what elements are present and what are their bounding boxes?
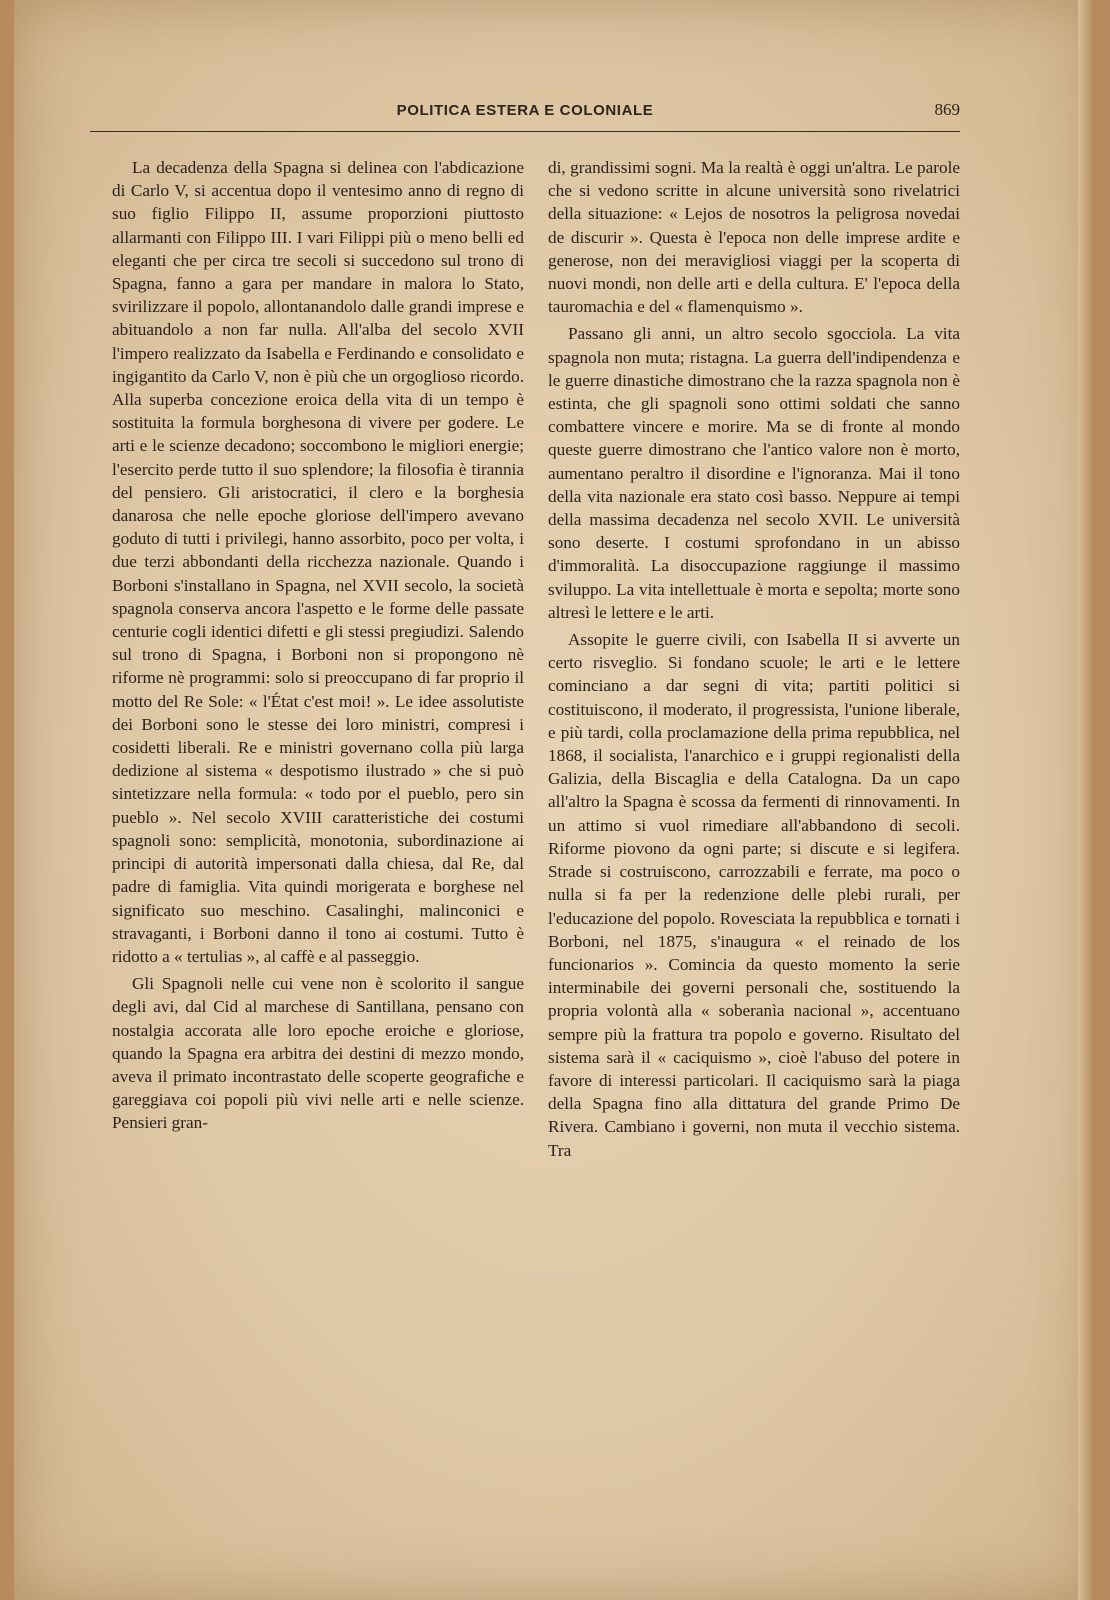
right-column (548, 156, 960, 1162)
paragraph: Gli Spagnoli nelle cui vene non è scolorito il sangue degli avi, dal Cid al marchese di Santillana, pensano con nostalgia accorata alle loro epoche eroiche e gloriose, quando la Spagna era arbitra dei destini di mezzo mondo, aveva il primato incontrastato delle scoperte geografiche e gareggiava coi popoli più vivi nelle arti e nelle scienze. Pensieri gran- (112, 974, 524, 1133)
running-title: POLITICA ESTERA E COLONIALE (396, 102, 654, 119)
header-rule (90, 131, 960, 132)
paragraph: Assopite le guerre civili, con Isabella II si avverte un certo risveglio. Si fondano scuole; le arti e le lettere cominciano a dar segni di vita; partiti politici si costituiscono, il moderato, il progressista, l'unione liberale, e più tardi, colla proclamazione della prima repubblica, nel 1868, il socialista, l'anarchico e i gruppi regionalisti della Galizia, della Biscaglia e della Catalogna. Da un capo all'altro la Spagna è scossa da fermenti di rinnovamenti. In un attimo si vuol rimediare all'abbandono di secoli. Riforme piovono da ogni parte; si discute e si legifera. Strade si costruiscono, carrozzabili e ferrate, ma poco o nulla si fa per la redenzione delle plebi rurali, per l'educazione del popolo. Rovesciata la repubblica e tornati i Borboni, nel 1875, s'inaugura « el reinado de los funcionarios ». Comincia da questo momento la serie interminabile dei governi personali che, sostituendo la propria volontà alla « soberanìa nacional », accentuano sempre più la frattura tra popolo e governo. Risultato del sistema sarà il « caciquismo », cioè l'abuso del potere in favore di interessi particolari. Il caciquismo sarà la piaga della Spagna fino alla dittatura del grande Primo De Rivera. Cambiano i governi, non muta il vecchio sistema. Tra (548, 630, 960, 1160)
left-column (112, 156, 524, 1135)
page-number: 869 (934, 100, 960, 119)
paragraph: Passano gli anni, un altro secolo sgocciola. La vita spagnola non muta; ristagna. La guerra dell'indipendenza e le guerre dinastiche dimostrano che la razza spagnola non è estinta, che gli spagnoli sono ottimi soldati che sanno combattere vincere e morire. Ma se di fronte al mondo queste guerre dimostrano che l'antico valore non è morto, aumentano peraltro il disordine e l'ignoranza. Mai il tono della vita nazionale era stato così basso. Neppure ai tempi della massima decadenza nel secolo XVII. Le università sono deserte. I costumi sprofondano in un abisso d'immoralità. La disoccupazione raggiunge il massimo sviluppo. La vita intellettuale è morta e sepolta; morte sono altresì le lettere e le arti. (548, 324, 960, 622)
paragraph: di, grandissimi sogni. Ma la realtà è oggi un'altra. Le parole che si vedono scritte in alcune università sono rivelatrici della situazione: « Lejos de nosotros la peligrosa novedai de discurir ». Questa è l'epoca non delle imprese ardite e generose, non dei meravigliosi viaggi per la scoperta di nuovi mondi, non delle arti e della cultura. E' l'epoca della tauromachia e del « flamenquismo ». (548, 158, 960, 317)
page-header (90, 96, 960, 126)
paragraph: La decadenza della Spagna si delinea con l'abdicazione di Carlo V, si accentua dopo il ventesimo anno di regno di suo figlio Filippo II, assume proporzioni piuttosto allarmanti con Filippo III. I vari Filippi più o meno belli ed eleganti che per circa tre secoli si succedono sul trono di Spagna, fanno a gara per mandare in malora lo Stato, svirilizzare il popolo, allontanandolo dalle grandi imprese e abituandolo a non far nulla. All'alba del secolo XVII l'impero realizzato da Isabella e Ferdinando e consolidato e ingigantito da Carlo V, non è più che un orgoglioso ricordo. Alla superba concezione eroica della vita di un tempo è sostituita la formula borghesona di vivere per godere. Le arti e le scienze decadono; soccombono le migliori energie; l'esercito perde tutto il suo splendore; la filosofia è tirannia del pensiero. Gli aristocratici, il clero e la borghesia danarosa che nelle epoche gloriose dell'impero avevano goduto di tutti i privilegi, hanno assorbito, poco per volta, i due terzi abbondanti della ricchezza nazionale. Quando i Borboni s'installano in Spagna, nel XVII secolo, la società spagnola conserva ancora l'aspetto e le forme delle passate centurie cogli identici difetti e gli stessi pregiudizi. Salendo sul trono di Spagna, i Borboni non si propongono nè riforme nè programmi: solo si preoccupano di far proprio il motto del Re Sole: « l'État c'est moi! ». Le idee assolutiste dei Borboni sono le stesse dei loro ministri, compresi i cosidetti liberali. Re e ministri governano colla più larga dedizione al sistema « despotismo ilustrado » che si può sintetizzare nella formula: « todo por el pueblo, pero sin pueblo ». Nel secolo XVIII caratteristiche dei costumi spagnoli sono: semplicità, monotonia, subordinazione ai principi di autorità impersonati dalla chiesa, dal Re, dal padre di famiglia. Vita quindi morigerata e borghese nel significato suo meschino. Casalinghi, malinconici e stravaganti, i Borboni danno il tono ai costumi. Tutto è ridotto a « tertulias », al caffè e al passeggio. (112, 158, 524, 966)
page-edge (1078, 0, 1094, 1600)
